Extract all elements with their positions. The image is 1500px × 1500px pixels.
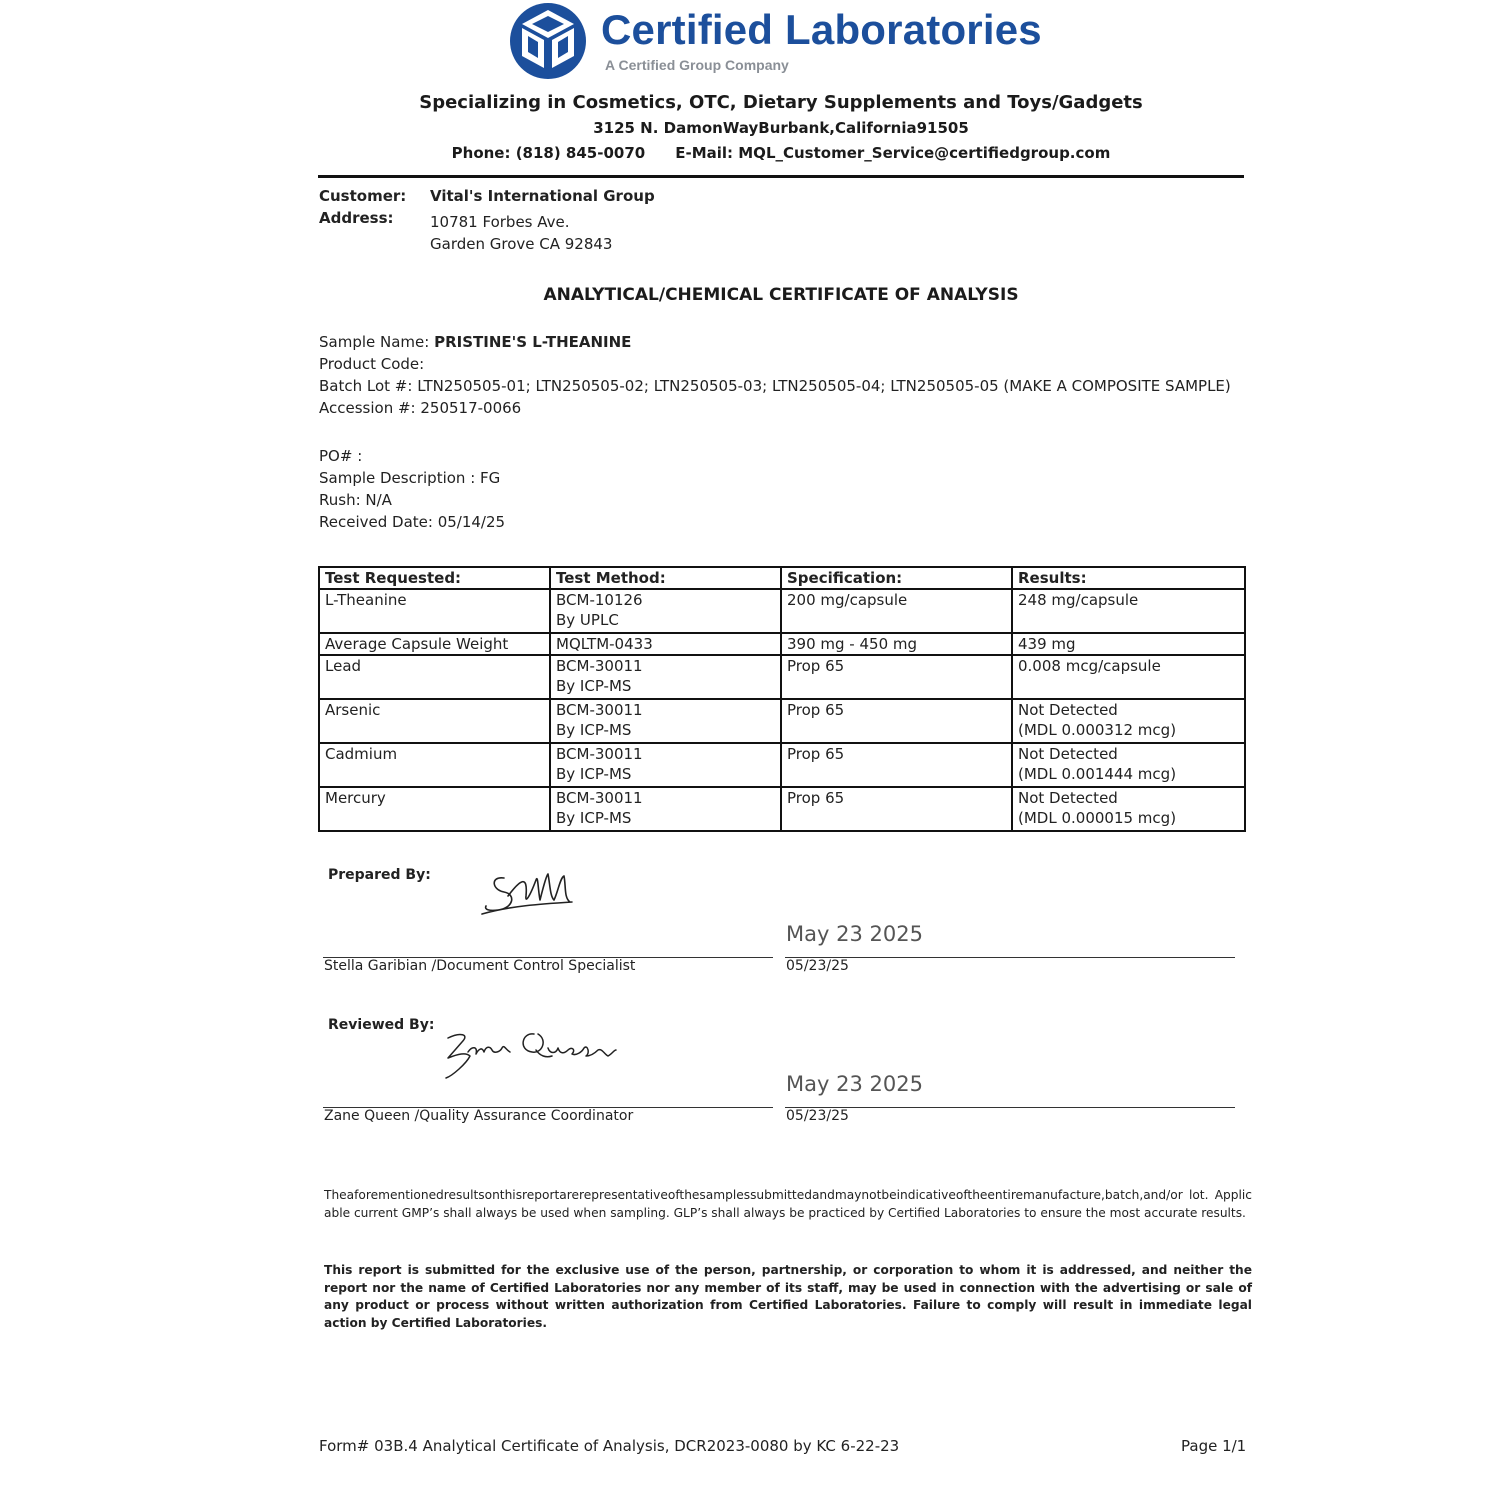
specification: Prop 65 (781, 787, 1012, 831)
page-number: Page 1/1 (1181, 1437, 1247, 1455)
test-method: MQLTM-0433 (550, 633, 781, 655)
results-table (318, 566, 1246, 832)
sample-name: PRISTINE'S L-THEANINE (434, 333, 632, 351)
sample-description: Sample Description : FG (319, 469, 501, 487)
prepared-signature-image (480, 866, 580, 918)
address-label: Address: (319, 209, 394, 227)
result: 439 mg (1012, 633, 1245, 655)
po-number: PO# : (319, 447, 363, 465)
prepared-date: 05/23/25 (786, 958, 849, 974)
reviewed-by-name: Zane Queen /Quality Assurance Coordinator (324, 1108, 634, 1124)
table-row (319, 743, 1245, 787)
reviewed-date-written: May 23 2025 (786, 1072, 923, 1096)
header-test-requested: Test Requested: (319, 567, 550, 589)
specification: 390 mg - 450 mg (781, 633, 1012, 655)
result: Not Detected (MDL 0.000312 mcg) (1012, 699, 1245, 743)
prepared-by-label: Prepared By: (328, 867, 431, 883)
usage-disclaimer: This report is submitted for the exclusive use of the person, partnership, or corporation to whom it is addressed, and neither the report nor the name of Certified Laboratories nor any member of its staff, may be used in connection with the advertising or sale of any product or process without written authorization from Certified Laboratories. Failure to comply will result in immediate legal action by Certified Laboratories. (324, 1263, 1252, 1330)
reviewed-by-label: Reviewed By: (328, 1017, 435, 1033)
lab-phone: Phone: (818) 845-0070 (451, 144, 646, 162)
table-row (319, 787, 1245, 831)
specification: Prop 65 (781, 699, 1012, 743)
lab-contact (0, 144, 1500, 162)
table-row (319, 633, 1245, 655)
lab-email: E-Mail: MQL_Customer_Service@certifiedgroup.com (675, 144, 1111, 162)
test-method: BCM-30011 By ICP-MS (550, 787, 781, 831)
table-row (319, 655, 1245, 699)
table-row (319, 589, 1245, 633)
prepared-date-written: May 23 2025 (786, 922, 923, 946)
form-reference: Form# 03B.4 Analytical Certificate of Analysis, DCR2023-0080 by KC 6-22-23 (319, 1437, 900, 1455)
test-method: BCM-30011 By ICP-MS (550, 699, 781, 743)
received-date: Received Date: 05/14/25 (319, 513, 506, 531)
result: 248 mg/capsule (1012, 589, 1245, 633)
customer-address-line2: Garden Grove CA 92843 (430, 235, 613, 253)
accession-number: Accession #: 250517-0066 (319, 399, 522, 417)
test-method: BCM-30011 By ICP-MS (550, 743, 781, 787)
reviewed-date: 05/23/25 (786, 1108, 849, 1124)
document-title: ANALYTICAL/CHEMICAL CERTIFICATE OF ANALYSIS (543, 285, 1019, 305)
lab-address: 3125 N. DamonWayBurbank,California91505 (593, 119, 969, 137)
header-specification: Specification: (781, 567, 1012, 589)
customer-name: Vital's International Group (430, 187, 655, 205)
lab-specialty: Specializing in Cosmetics, OTC, Dietary Supplements and Toys/Gadgets (419, 92, 1143, 113)
test-method: BCM-10126 By UPLC (550, 589, 781, 633)
results-disclaimer: Theaforementionedresultsonthisreportarerepresentativeofthesamplessubmittedandmaynotbeindicativeoftheentiremanufacture,batch,and/or lot. Applicable current GMP’s shall always be used when sampling. GLP’s shall always be practiced by Certified Laboratories to ensure the most accurate results. (324, 1188, 1252, 1220)
customer-label: Customer: (319, 187, 407, 205)
test-requested: Mercury (319, 787, 550, 831)
test-requested: Average Capsule Weight (319, 633, 550, 655)
specification: Prop 65 (781, 743, 1012, 787)
result: 0.008 mcg/capsule (1012, 655, 1245, 699)
test-requested: Lead (319, 655, 550, 699)
prepared-by-name: Stella Garibian /Document Control Specialist (324, 958, 636, 974)
batch-lot: Batch Lot #: LTN250505-01; LTN250505-02; LTN250505-03; LTN250505-04; LTN250505-05 (MAKE A COMPOSITE SAMPLE) (319, 377, 1231, 395)
header-results: Results: (1012, 567, 1245, 589)
header-divider (318, 175, 1244, 178)
reviewed-signature-image (440, 1028, 620, 1080)
table-header-row (319, 567, 1245, 589)
header-test-method: Test Method: (550, 567, 781, 589)
sample-name-label: Sample Name: (319, 333, 435, 351)
test-requested: L-Theanine (319, 589, 550, 633)
specification: Prop 65 (781, 655, 1012, 699)
test-method: BCM-30011 By ICP-MS (550, 655, 781, 699)
rush: Rush: N/A (319, 491, 392, 509)
table-row (319, 699, 1245, 743)
test-requested: Arsenic (319, 699, 550, 743)
brand-tagline: A Certified Group Company (605, 57, 789, 73)
result: Not Detected (MDL 0.001444 mcg) (1012, 743, 1245, 787)
specification: 200 mg/capsule (781, 589, 1012, 633)
sample-name-line (319, 333, 631, 351)
reviewed-date-line (785, 1107, 1235, 1108)
product-code: Product Code: (319, 355, 425, 373)
customer-address-line1: 10781 Forbes Ave. (430, 213, 570, 231)
brand-name: Certified Laboratories (601, 6, 1042, 53)
result: Not Detected (MDL 0.000015 mcg) (1012, 787, 1245, 831)
prepared-date-line (785, 957, 1235, 958)
certified-laboratories-logo-icon (508, 2, 588, 80)
test-requested: Cadmium (319, 743, 550, 787)
